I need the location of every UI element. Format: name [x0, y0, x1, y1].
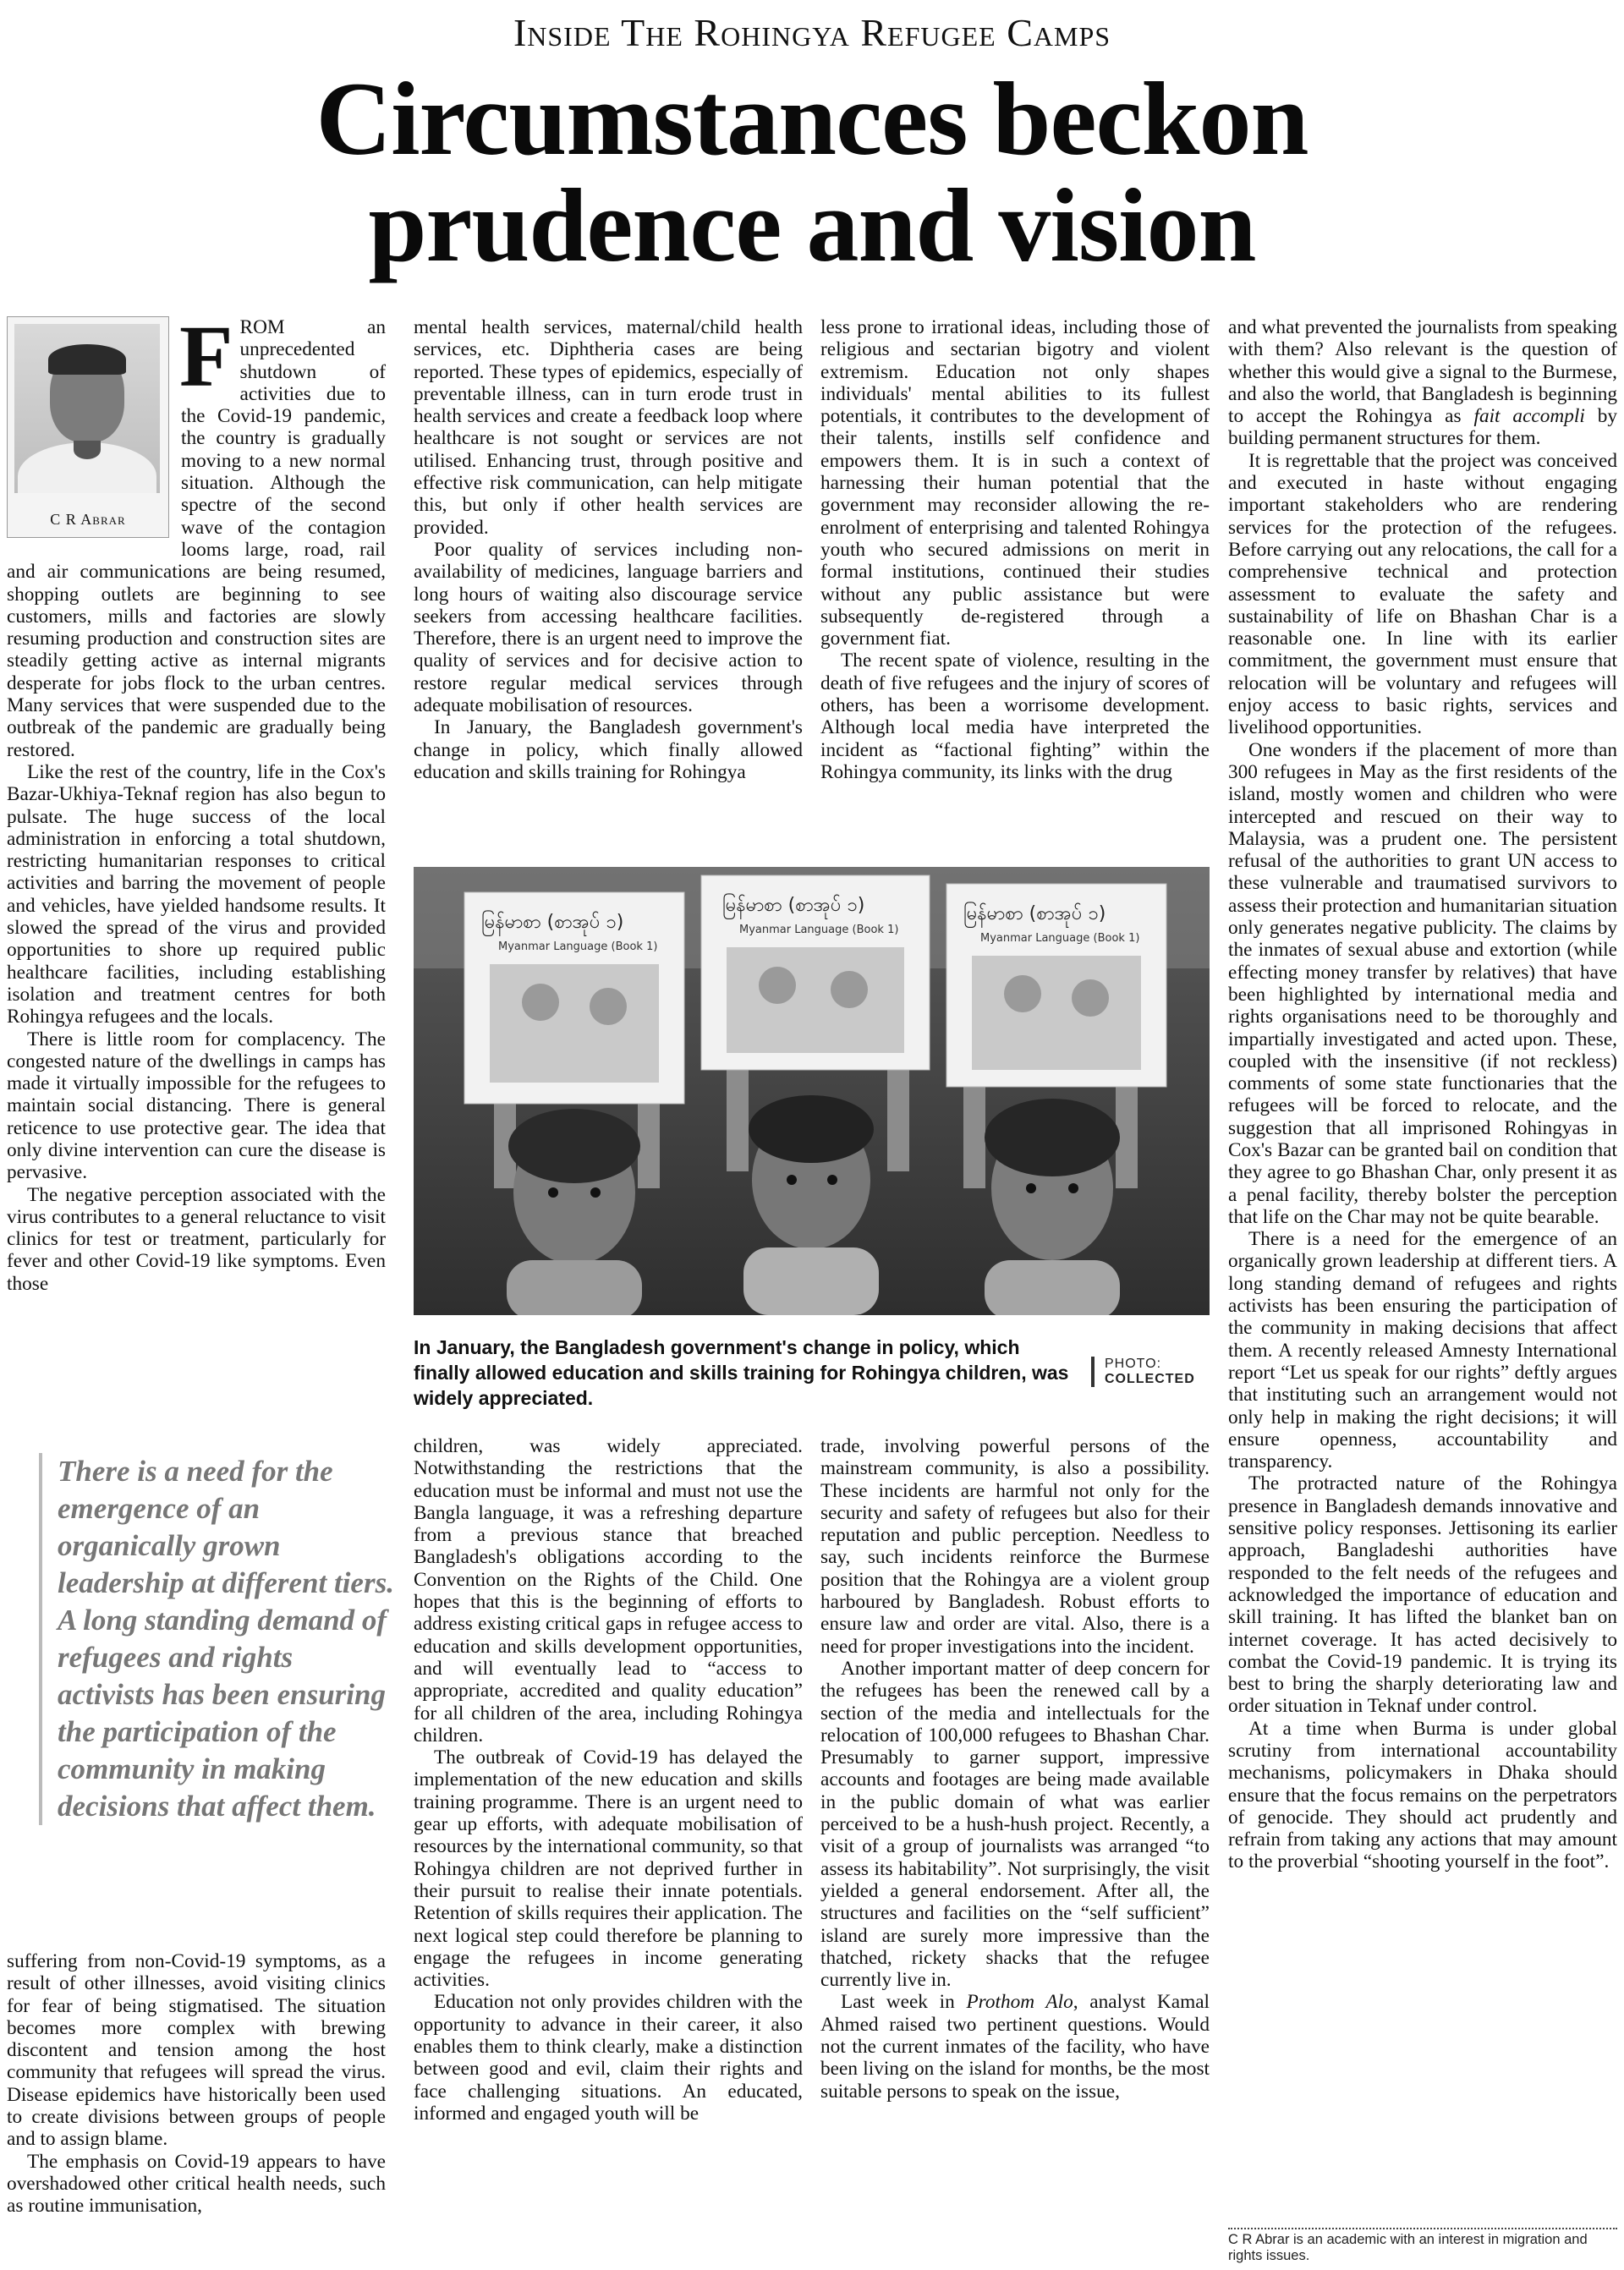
book-title: မြန်မာစာ (စာအုပ် ၁) [481, 912, 624, 933]
headline [0, 61, 1624, 283]
author-byline: C R Abrar [50, 510, 126, 528]
paragraph: Like the rest of the country, life in the Cox's Bazar-Ukhiya-Teknaf region has also begun to pulsate. The huge success of the local administration in enforcing a total shutdown, restricting humanitarian responses to critical activities and barring the movement of people and vehicles, have yielded handsome results. It slowed the spread of the virus and provided opportunities to shore up required public healthcare facilities, including establishing isolation and treatment centres for both Rohingya refugees and the locals. [7, 760, 386, 1028]
paragraph: children, was widely appreciated. Notwithstanding the restrictions that the education must be informal and must not use the Bangla language, it was a refreshing departure from a previous stance that breached Bangladesh's obligations according to the Convention on the Rights of the Child. One hopes that this is the beginning of efforts to address existing critical gaps in refugee access to education and skills development opportunities, and will eventually lead to “access to appropriate, accredited and quality education” for all children of the area, including Rohingya children. [414, 1435, 803, 1746]
book-title: မြန်မာစာ (စာအုပ် ၁) [963, 903, 1106, 924]
paragraph: suffering from non-Covid-19 symptoms, as a result of other illnesses, avoid visiting clinics for fear of being stigmatised. The situation becomes more complex with brewing discontent and tension among the host community that refugees will spread the virus. Disease epidemics have historically been used to create divisions between groups of people and to assign blame. [7, 1950, 386, 2151]
book-left [464, 892, 684, 1104]
column-3-bottom [820, 1435, 1210, 2103]
headline-line-2: prudence and vision [368, 167, 1256, 283]
paragraph: One wonders if the placement of more than 300 refugees in May as the first residents of the island, mostly women and children who were intercepted and rescued on their way to Malaysia, was a prudent one. The persistent refusal of the authorities to grant UN access to these vulnerable and traumatised survivors to assess their protection and humanitarian situation only generates negative publicity. The claims by the inmates of sexual abuse and extortion (while effecting money transfer by relatives) that have been highlighted by international media and rights organisations need to be thoroughly and impartially investigated and acted upon. These, coupled with the insensitive (if not reckless) comments of some state functionaries that the refugees will be forced to relocate, and the suggestion that all imprisoned Rohingyas in Cox's Bazar can be granted bail on condition that they agree to go Bhashan Char, only present it as a penal facility, thereby bolster the perception that life on the Char may not be quite bearable. [1228, 738, 1617, 1228]
paragraph: Education not only provides children with the opportunity to advance in their career, it also enables them to think clearly, make a distinction between good and evil, claim their rights and face challenging situations. An educated, informed and engaged youth will be [414, 1991, 803, 2125]
photo-credit-source: COLLECTED [1105, 1372, 1195, 1386]
paragraph: The negative perception associated with the virus contributes to a general reluctance to visit clinics for test or treatment, particularly for fever and other Covid-19 like symptoms. Even those [7, 1183, 386, 1295]
book-subtitle: Myanmar Language (Book 1) [980, 932, 1140, 945]
paragraph: mental health services, maternal/child health services, etc. Diphtheria cases are being reported. These types of epidemics, especially of preventable illness, can in turn erode trust in health services and create a feedback loop where healthcare is not sought or services are not utilised. Enhancing trust, through positive and effective risk communication, can help mitigate this, but only if other health services are provided. [414, 316, 803, 539]
drop-cap: F [179, 308, 233, 405]
photo-credit [1091, 1357, 1195, 1387]
paragraph: trade, involving powerful persons of the mainstream community, is also a possibility. These incidents are harmful not only for the security and safety of refugees but also for their reputation and public perception. Needless to say, such incidents reinforce the Burmese position that the Rohingya are a violent group harboured by Bangladesh. Robust efforts to ensure law and order are vital. Also, there is a need for proper investigations into the incident. [820, 1435, 1210, 1658]
lead-paragraph: FROM an unprecedented shutdown of activities due to the Covid-19 pandemic, the country is gradually moving to a new normal situation. Although the spectre of the second wave of the contagion looms large, road, rail and air communications are being resumed, shopping outlets are beginning to see customers, mills and factories are slowly resuming production and construction sites are steadily getting active as internal migrants desperate for jobs flock to the urban centres. Many services that were suspended due to the outbreak of the pandemic are gradually being restored. [7, 308, 386, 761]
photo-credit-label: PHOTO: [1105, 1357, 1162, 1371]
column-1-bottom [7, 1950, 386, 2218]
book-subtitle: Myanmar Language (Book 1) [498, 940, 658, 953]
author-note: C R Abrar is an academic with an interest in migration and rights issues. [1228, 2228, 1617, 2264]
column-3-top [820, 316, 1210, 783]
paragraph: There is little room for complacency. The congested nature of the dwellings in camps has made it virtually impossible for the refugees to maintain social distancing. There is general reticence to use protective gear. The idea that only divine intervention can cure the disease is pervasive. [7, 1028, 386, 1184]
section-kicker: Inside The Rohingya Refugee Camps [513, 11, 1111, 54]
paragraph: The emphasis on Covid-19 appears to have overshadowed other critical health needs, such as routine immunisation, [7, 2150, 386, 2218]
book-right [946, 884, 1166, 1087]
column-4 [1228, 316, 1617, 1873]
paragraph: At a time when Burma is under global scrutiny from international accountability mechanisms, policymakers in Dhaka should ensure that the focus remains on the perpetrators of genocide. They should act prudently and refrain from taking any actions that may amount to the proverbial “shooting yourself in the foot”. [1228, 1717, 1617, 1873]
article-photo [414, 867, 1210, 1315]
photo-caption: In January, the Bangladesh government's change in policy, which finally allowed education and skills training for Rohingya children, was widely appreciated. [414, 1336, 1069, 1409]
book-title: မြန်မာစာ (စာအုပ် ၁) [722, 895, 865, 916]
paragraph: and what prevented the journalists from speaking with them? Also relevant is the question of whether this would give a signal to the Burmese, and also the world, that Bangladesh is beginning to accept the Rohingya as fait accompli by building permanent structures for them. [1228, 316, 1617, 450]
paragraph: Poor quality of services including non-availability of medicines, language barriers and long hours of waiting also discourage service seekers from accessing healthcare facilities. Therefore, there is an urgent need to improve the quality of services and for decisive action to restore regular medical services through adequate mobilisation of resources. [414, 538, 803, 717]
book-subtitle: Myanmar Language (Book 1) [739, 924, 899, 936]
column-2-top [414, 316, 803, 783]
paragraph: less prone to irrational ideas, including those of religious and sectarian bigotry and violent extremism. Education not only shapes individuals' mental abilities to its fullest potentials, it contributes to the development of their talents, instills self confidence and empowers them. It is in such a context of harnessing their human potential that the government may reconsider allowing the re-enrolment of enterprising and talented Rohingya youth who secured admissions on merit in formal institutions, continued their studies without any public assistance but were subsequently de-registered through a government fiat. [820, 316, 1210, 650]
paragraph: It is regrettable that the project was conceived and executed in haste without engaging important stakeholders who are rendering services for the protection of the refugees. Before carrying out any relocations, the call for a comprehensive technical and protection assessment to evaluate the safety and sustainability of life on Bhashan Char is a reasonable one. In line with its earlier commitment, the government must ensure that relocation will be voluntary and refugees will enjoy access to basic rights, services and livelihood opportunities. [1228, 449, 1617, 739]
children-holding-books-photo-icon [414, 867, 1210, 1315]
paragraph: The recent spate of violence, resulting in the death of five refugees and the injury of scores of others, has been a worrisome development. Although local media have interpreted the incident as “factional fighting” within the Rohingya community, its links with the drug [820, 650, 1210, 783]
author-photo [7, 316, 169, 538]
column-1-top [7, 308, 386, 1295]
paragraph: Another important matter of deep concern for the refugees has been the renewed call by a section of the media and intellectuals for the relocation of 100,000 refugees to Bhashan Char. Presumably to garner support, impressive accounts and footages are being made available in the public domain of what was earlier perceived to be a hush-hush project. Recently, a visit of a group of journalists was arranged “to assess its habitability”. Not surprisingly, the visit yielded a general endorsement. After all, the structures and facilities on the “self sufficient” island are surely more impressive than the thatched, rickety shacks that the refugee currently live in. [820, 1657, 1210, 1992]
paragraph: The outbreak of Covid-19 has delayed the implementation of the new education and skills training programme. There is an urgent need to gear up efforts, with adequate mobilisation of resources by the international community, so that Rohingya children are not deprived further in their pursuit to realise their innate potentials. Retention of skills requires their application. The next logical step could therefore be planning to engage the refugees in income generating activities. [414, 1746, 803, 1992]
paragraph: In January, the Bangladesh government's change in policy, which finally allowed education and skills training for Rohingya [414, 716, 803, 783]
headline-line-1: Circumstances beckon [315, 61, 1309, 177]
paragraph: There is a need for the emergence of an organically grown leadership at different tiers. A long standing demand of refugees and rights activists has been ensuring the participation of the community in making decisions that affect them. A recently released Amnesty International report “Let us speak for our rights” deftly argues that instituting such an arrangement would not only help in making the right decisions; it will ensure openness, accountability and transparency. [1228, 1228, 1617, 1473]
column-2-bottom [414, 1435, 803, 2125]
pull-quote: There is a need for the emergence of an organically grown leadership at different tiers. A long standing demand of refugees and rights activists has been ensuring the participation of the community in making decisions that affect them. [39, 1453, 396, 1825]
paragraph: The protracted nature of the Rohingya presence in Bangladesh demands innovative and sensitive policy responses. Jettisoning its earlier approach, Bangladeshi authorities have responded to the felt needs of the refugees and acknowledged the importance of education and skill training. It has lifted the blanket ban on internet coverage. It has acted decisively to combat the Covid-19 pandemic. It is trying its best to bring the sharply deteriorating law and order situation in Teknaf under control. [1228, 1472, 1617, 1718]
book-center [701, 875, 930, 1070]
paragraph: Last week in Prothom Alo, analyst Kamal Ahmed raised two pertinent questions. Would not the current inmates of the facility, who have been living on the island for months, be the most suitable persons to speak on the issue, [820, 1991, 1210, 2103]
author-portrait-icon [14, 324, 160, 493]
